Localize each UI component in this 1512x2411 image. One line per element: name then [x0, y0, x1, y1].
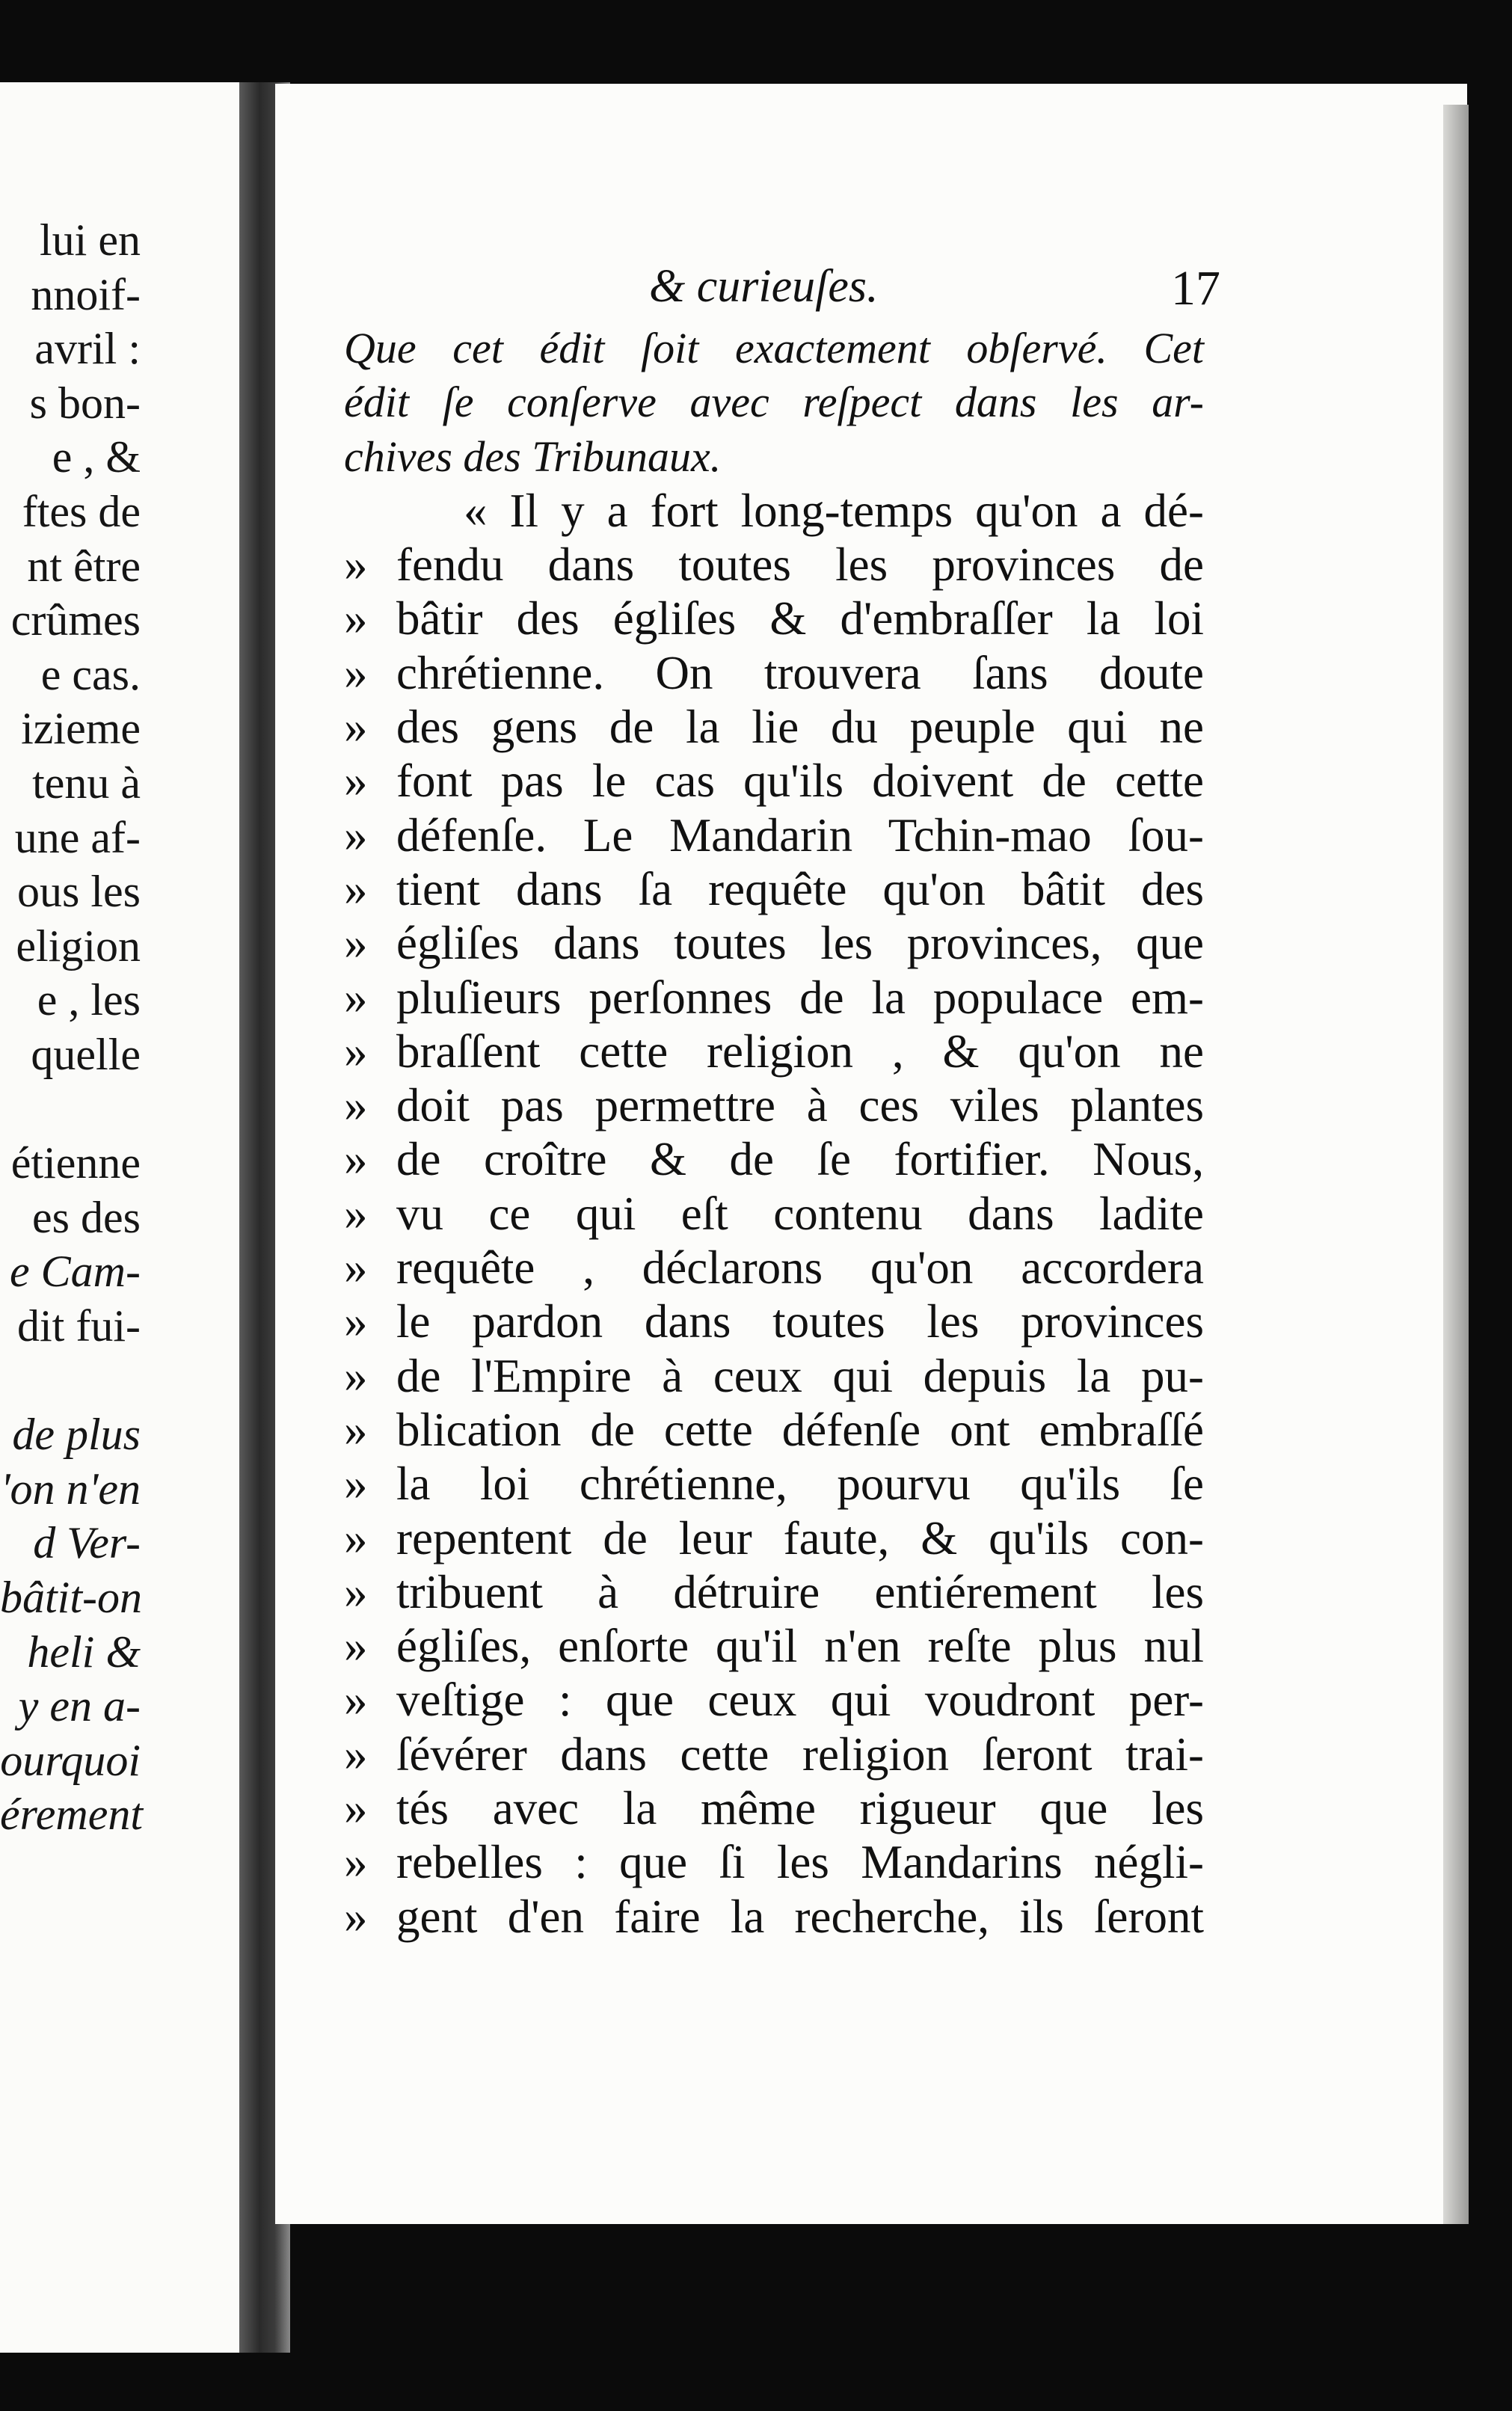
left-page-text-line: nt être: [27, 541, 141, 591]
line-text: pluſieurs perſonnes de la populace em-: [396, 971, 1204, 1024]
quote-mark: »: [344, 1727, 368, 1781]
line-text: chives des Tribunaux.: [344, 431, 722, 481]
line-text: tribuent à détruire entiérement les: [396, 1565, 1204, 1618]
line-text: de l'Empire à ceux qui depuis la pu-: [396, 1349, 1204, 1402]
line-text: égliſes, enſorte qu'il n'en reſte plus nul: [396, 1620, 1204, 1673]
line-text: vu ce qui eſt contenu dans ladite: [396, 1187, 1204, 1240]
line-text: fendu dans toutes les provinces de: [396, 538, 1204, 592]
quote-mark: »: [344, 1133, 368, 1186]
text-line: [344, 1025, 1204, 1078]
line-text: font pas le cas qu'ils doivent de cette: [396, 755, 1204, 808]
text-line: [344, 1187, 1204, 1241]
text-line: [344, 1241, 1204, 1294]
left-page-text-line: quelle: [31, 1030, 141, 1079]
text-line: [344, 1835, 1204, 1889]
left-page-text-line: e cas.: [40, 649, 141, 699]
left-page-text-line: bâtit-on: [0, 1573, 142, 1622]
quote-mark: »: [344, 1187, 368, 1240]
left-page-fragment: [0, 82, 241, 2353]
left-page-text-line: tenu à: [32, 758, 141, 808]
left-page-text-line: 'on n'en: [0, 1464, 141, 1514]
text-line: [344, 1294, 1204, 1348]
left-page-text-line: ourquoi: [0, 1735, 141, 1785]
line-text: édit ſe conſerve avec reſpect dans les ar-: [344, 378, 1204, 427]
quote-mark: »: [344, 808, 368, 861]
line-text: doit pas permettre à ces viles plantes: [396, 1079, 1204, 1132]
text-line: [344, 1565, 1204, 1619]
left-page-text-line: lui en: [40, 215, 141, 265]
text-line: [344, 1619, 1204, 1673]
quote-mark: »: [344, 1674, 368, 1727]
left-page-text-line: crûmes: [10, 595, 141, 645]
line-text: égliſes dans toutes les provinces, que: [396, 917, 1204, 970]
left-page-text-line: e , les: [37, 975, 141, 1025]
text-line: [344, 1673, 1204, 1727]
quote-mark: [344, 484, 396, 538]
line-text: des gens de la lie du peuple qui ne: [396, 701, 1204, 754]
text-line: [344, 322, 1204, 375]
left-page-text-line: avril :: [34, 324, 141, 374]
text-line: [344, 375, 1204, 429]
quote-mark: »: [344, 1836, 368, 1889]
line-text: requête , déclarons qu'on accordera: [396, 1241, 1204, 1294]
left-page-text-line: ous les: [17, 867, 141, 917]
line-text: tient dans ſa requête qu'on bâtit des: [396, 862, 1204, 915]
body-text: [344, 322, 1204, 1944]
quote-mark: »: [344, 1025, 368, 1078]
left-page-text-line: de plus: [12, 1410, 141, 1460]
text-line: [344, 916, 1204, 970]
page-number: 17: [1171, 261, 1220, 316]
quote-mark: »: [344, 1458, 368, 1511]
right-page: [275, 84, 1467, 2224]
line-text: veſtige : que ceux qui voudront per-: [396, 1674, 1204, 1727]
quote-mark: »: [344, 1403, 368, 1456]
line-text: le pardon dans toutes les provinces: [396, 1295, 1204, 1348]
left-page-text-line: nnoif-: [31, 269, 141, 319]
line-text: gent d'en faire la recherche, ils ſeront: [396, 1890, 1204, 1943]
line-text: bâtir des égliſes & d'embraſſer la loi: [396, 592, 1204, 645]
left-page-text-line: heli &: [27, 1627, 141, 1677]
line-text: blication de cette défenſe ont embraſſé: [396, 1403, 1204, 1456]
text-line: [344, 1403, 1204, 1457]
left-page-text-line: dit fui-: [17, 1301, 141, 1351]
quote-mark: »: [344, 701, 368, 754]
quote-mark: »: [344, 1241, 368, 1294]
quote-mark: »: [344, 1890, 368, 1943]
text-line: [344, 538, 1204, 592]
left-page-text-line: y en a-: [18, 1681, 141, 1731]
left-page-text-line: es des: [32, 1192, 141, 1242]
line-text: rebelles : que ſi les Mandarins négli-: [396, 1836, 1204, 1889]
quote-mark: »: [344, 1079, 368, 1132]
left-page-text-line: d Ver-: [33, 1518, 141, 1568]
text-line: [344, 808, 1204, 862]
line-text: la loi chrétienne, pourvu qu'ils ſe: [396, 1458, 1204, 1511]
line-text: ſévérer dans cette religion ſeront trai-: [396, 1727, 1204, 1781]
left-page-text-line: izieme: [21, 704, 141, 754]
line-text: de croître & de ſe fortifier. Nous,: [396, 1133, 1204, 1186]
text-line: [344, 1078, 1204, 1132]
quote-mark: »: [344, 917, 368, 970]
quote-mark: »: [344, 971, 368, 1024]
text-line: [344, 484, 1204, 538]
text-line: [344, 862, 1204, 916]
left-page-text-line: e , &: [52, 432, 141, 482]
left-page-text-line: s bon-: [29, 378, 141, 428]
quote-mark: »: [344, 1565, 368, 1618]
text-line: [344, 754, 1204, 808]
left-page-text-line: ftes de: [22, 487, 141, 536]
left-page-text-line: étienne: [10, 1138, 141, 1188]
quote-mark: »: [344, 1511, 368, 1564]
text-line: [344, 700, 1204, 754]
left-page-text-line: eligion: [16, 921, 141, 971]
quote-mark: »: [344, 592, 368, 645]
quote-mark: »: [344, 862, 368, 915]
text-line: [344, 1890, 1204, 1944]
running-title: & curieuſes.: [649, 261, 879, 312]
text-line: [344, 1727, 1204, 1781]
text-line: [344, 1457, 1204, 1511]
line-text: « Il y a fort long-temps qu'on a dé-: [464, 484, 1204, 537]
text-line: [344, 1511, 1204, 1565]
quote-mark: »: [344, 1295, 368, 1348]
text-line: [344, 646, 1204, 700]
line-text: Que cet édit ſoit exactement obſervé. Cet: [344, 324, 1204, 372]
quote-mark: »: [344, 1782, 368, 1835]
quote-mark: »: [344, 538, 368, 592]
quote-mark: »: [344, 755, 368, 808]
text-line: [344, 1349, 1204, 1403]
text-line: [344, 430, 1204, 484]
quote-mark: »: [344, 646, 368, 699]
text-line: [344, 1781, 1204, 1835]
quote-mark: »: [344, 1620, 368, 1673]
left-page-text-line: érement: [0, 1790, 144, 1840]
line-text: tés avec la même rigueur que les: [396, 1782, 1204, 1835]
left-page-text-line: e Cam-: [10, 1247, 141, 1297]
line-text: repentent de leur faute, & qu'ils con-: [396, 1511, 1204, 1564]
line-text: défenſe. Le Mandarin Tchin-mao ſou-: [396, 808, 1204, 861]
page-edge: [1443, 105, 1469, 2224]
text-line: [344, 971, 1204, 1025]
line-text: braſſent cette religion , & qu'on ne: [396, 1025, 1204, 1078]
quote-mark: »: [344, 1349, 368, 1402]
text-line: [344, 592, 1204, 645]
line-text: chrétienne. On trouvera ſans doute: [396, 646, 1204, 699]
text-line: [344, 1132, 1204, 1186]
left-page-text-line: une af-: [14, 812, 141, 862]
